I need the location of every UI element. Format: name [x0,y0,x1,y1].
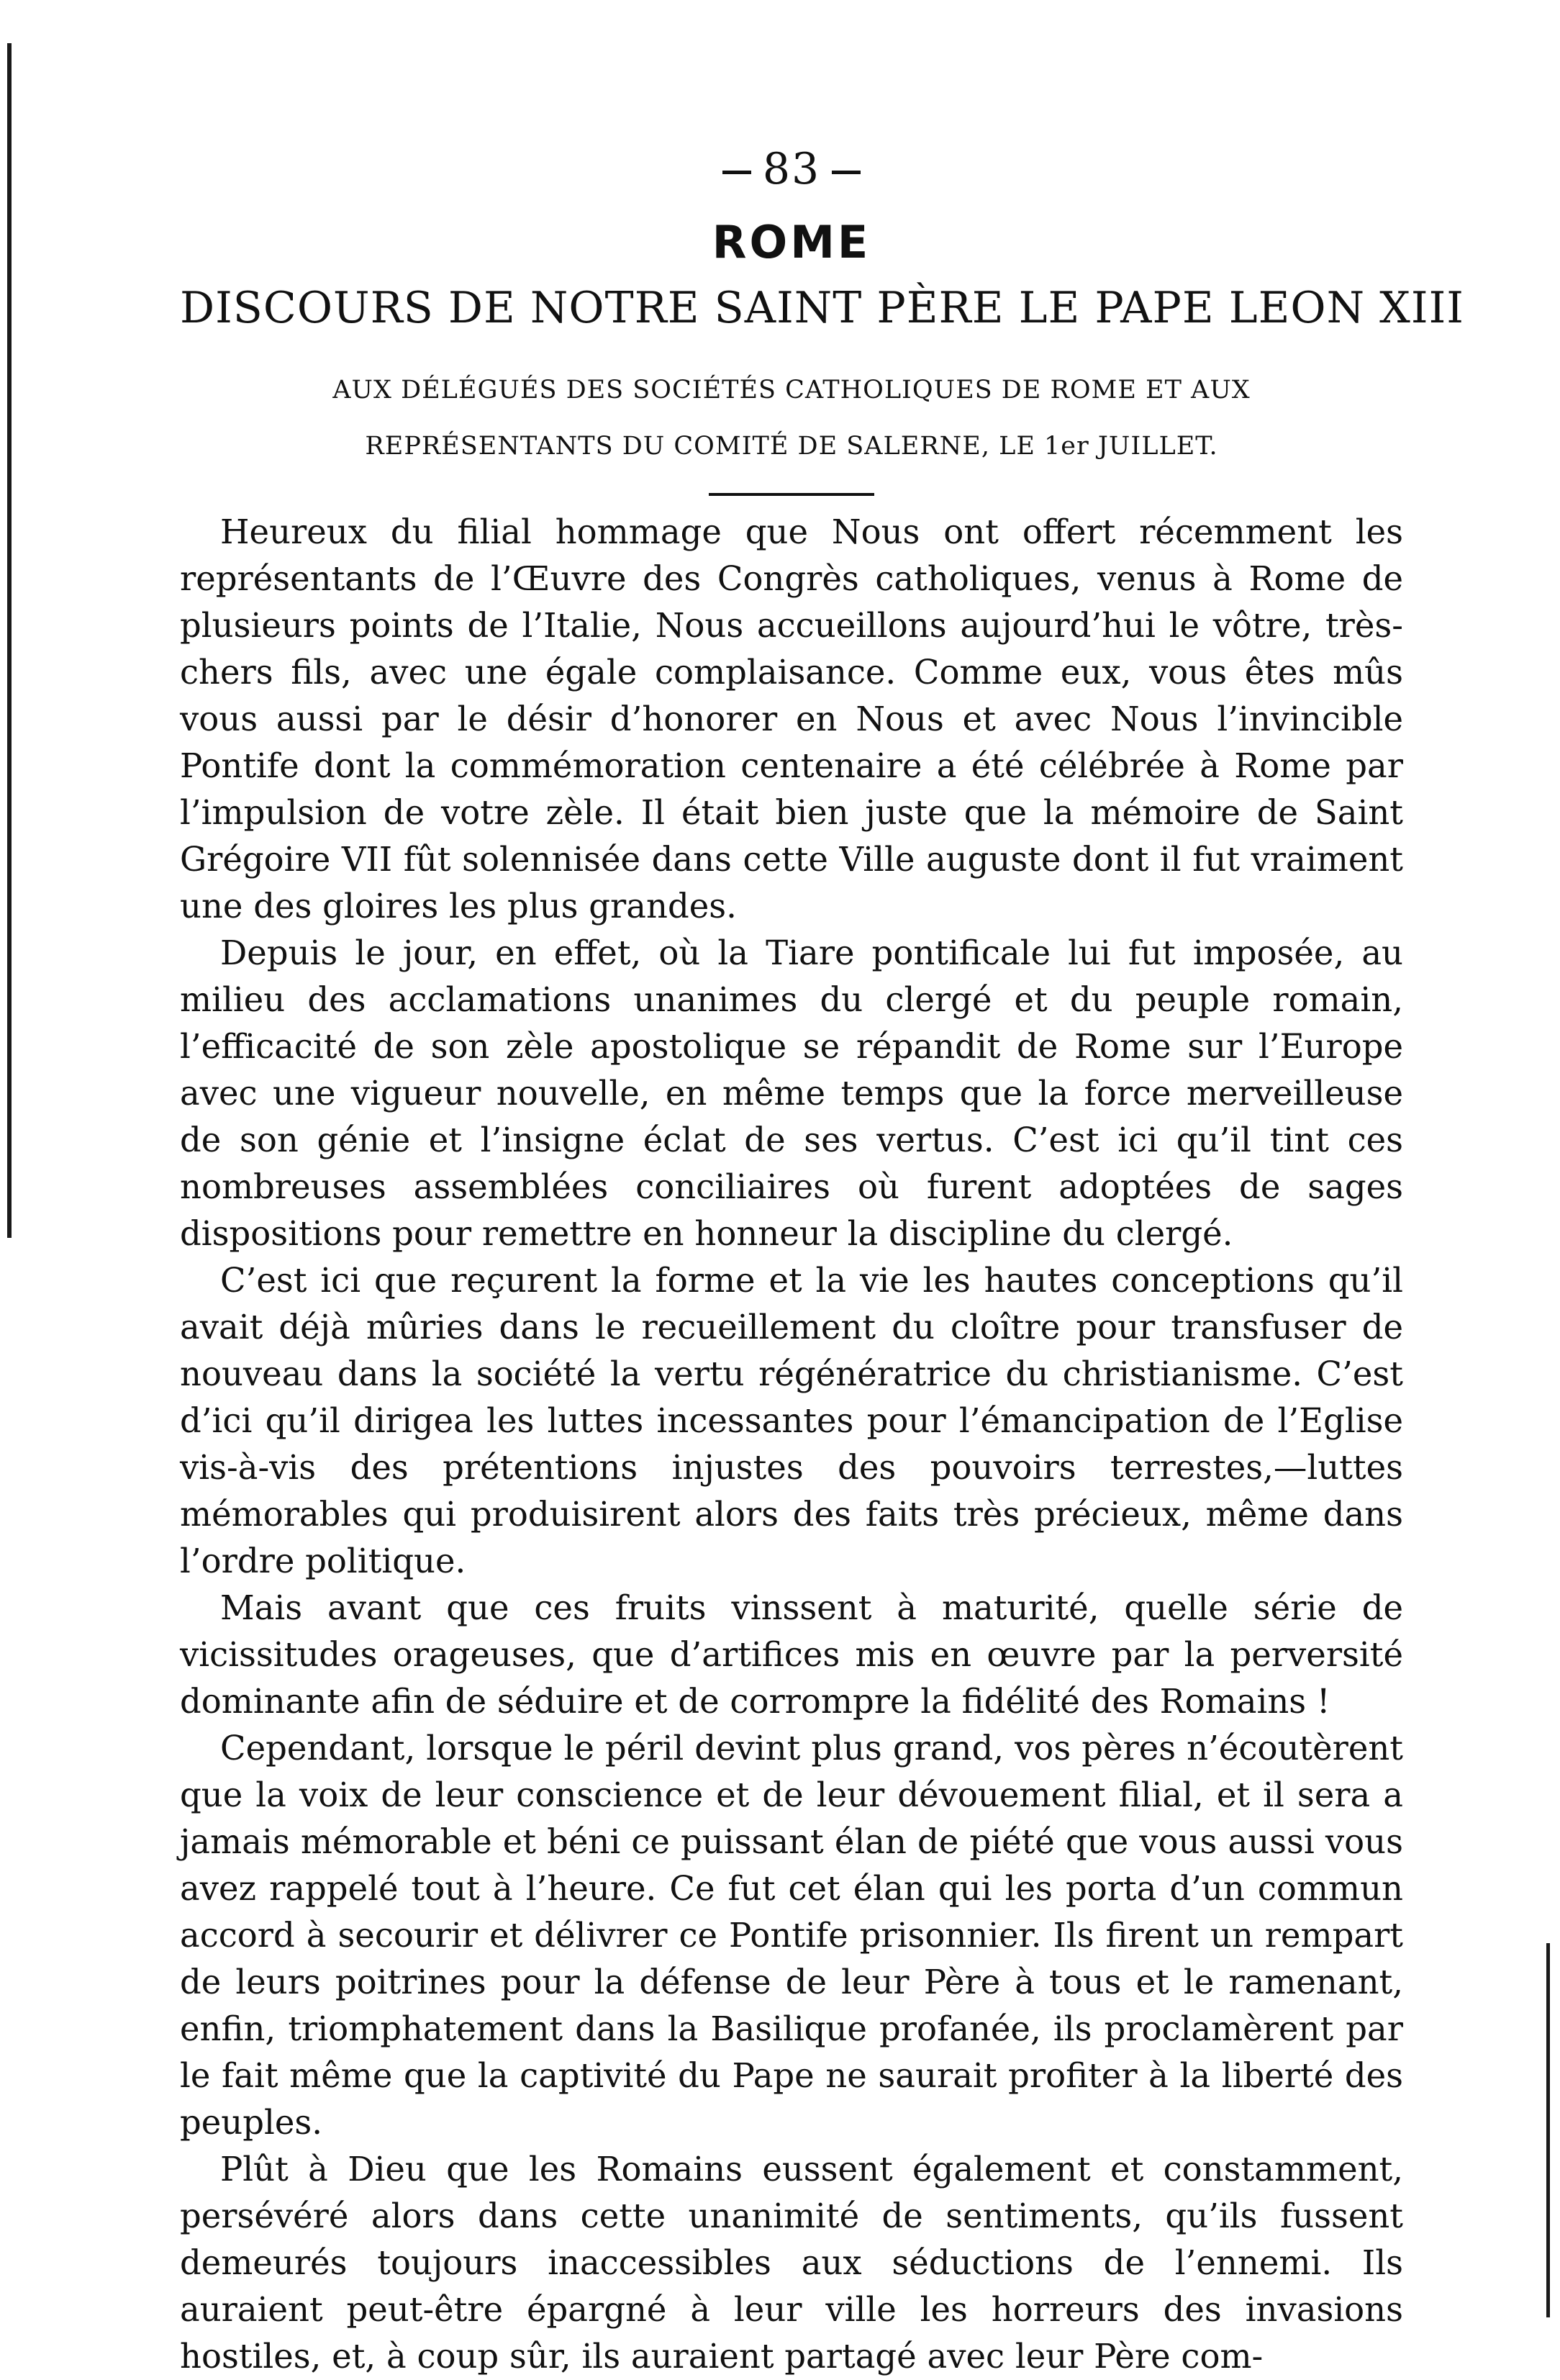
paragraph: Heureux du filial hommage que Nous ont offert récemment les représentants de l’Œuvre des Congrès catholiques, venus à Rome de plusieurs points de l’Italie, Nous accueillons aujourd’hui le vôtre, très-chers fils, avec une égale complaisance. Comme eux, vous êtes mûs vous aussi par le désir d’honorer en Nous et avec Nous l’invincible Pontife dont la commémoration centenaire a été célébrée à Rome par l’impulsion de votre zèle. Il était bien juste que la mémoire de Saint Grégoire VII fût solennisée dans cette Ville auguste dont il fut vraiment une des gloires les plus grandes. [180,512,1403,926]
page-number: 83 [180,144,1403,194]
document-subtitle [180,362,1403,474]
subtitle-line: REPRÉSENTANTS DU COMITÉ DE SALERNE, LE 1er JUILLET. [365,432,1218,461]
subtitle-line: AUX DÉLÉGUÉS DES SOCIÉTÉS CATHOLIQUES DE ROME ET AUX [332,376,1251,404]
body-text [180,509,1403,2380]
document-title: DISCOURS DE NOTRE SAINT PÈRE LE PAPE LEON XIII [180,283,1464,333]
section-heading: ROME [712,216,871,268]
paragraph: Plût à Dieu que les Romains eussent également et constamment, persévéré alors dans cette unanimité de sentiments, qu’ils fussent demeurés toujours inaccessibles aux séductions de l’ennemi. Ils auraient peut-être épargné à leur ville les horreurs des invasions hostiles, et, à coup sûr, ils auraient partagé avec leur Père com- [180,2150,1403,2376]
page [180,144,1464,2380]
paragraph: Depuis le jour, en effet, où la Tiare pontificale lui fut imposée, au milieu des acclamations unanimes du clergé et du peuple romain, l’efficacité de son zèle apostolique se répandit de Rome sur l’Europe avec une vigueur nouvelle, en même temps que la force merveilleuse de son génie et l’insigne éclat de ses vertus. C’est ici qu’il tint ces nombreuses assemblées conciliaires où furent adoptées de sages dispositions pour remettre en honneur la discipline du clergé. [180,933,1403,1253]
scan-left-edge-rule [7,43,12,1238]
scan-right-edge-rule [1546,1943,1550,2317]
title-divider [709,493,874,496]
paragraph: Mais avant que ces fruits vinssent à maturité, quelle série de vicissitudes orageuses, que d’artifices mis en œuvre par la perversité dominante afin de séduire et de corrompre la fidélité des Romains ! [180,1588,1403,1721]
paragraph: C’est ici que reçurent la forme et la vie les hautes conceptions qu’il avait déjà mûries dans le recueillement du cloître pour transfuser de nouveau dans la société la vertu régénératrice du christianisme. C’est d’ici qu’il dirigea les luttes incessantes pour l’émancipation de l’Eglise vis-à-vis des prétentions injustes des pouvoirs terrestes,—luttes mémorables qui produisirent alors des faits très précieux, même dans l’ordre politique. [180,1261,1403,1580]
paragraph: Cependant, lorsque le péril devint plus grand, vos pères n’écoutèrent que la voix de leur conscience et de leur dévouement filial, et il sera a jamais mémorable et béni ce puissant élan de piété que vous aussi vous avez rappelé tout à l’heure. Ce fut cet élan qui les porta d’un commun accord à secourir et délivrer ce Pontife prisonnier. Ils firent un rempart de leurs poitrines pour la défense de leur Père à tous et le ramenant, enfin, triomphatement dans la Basilique profanée, ils proclamèrent par le fait même que la captivité du Pape ne saurait profiter à la liberté des peuples. [180,1729,1403,2142]
